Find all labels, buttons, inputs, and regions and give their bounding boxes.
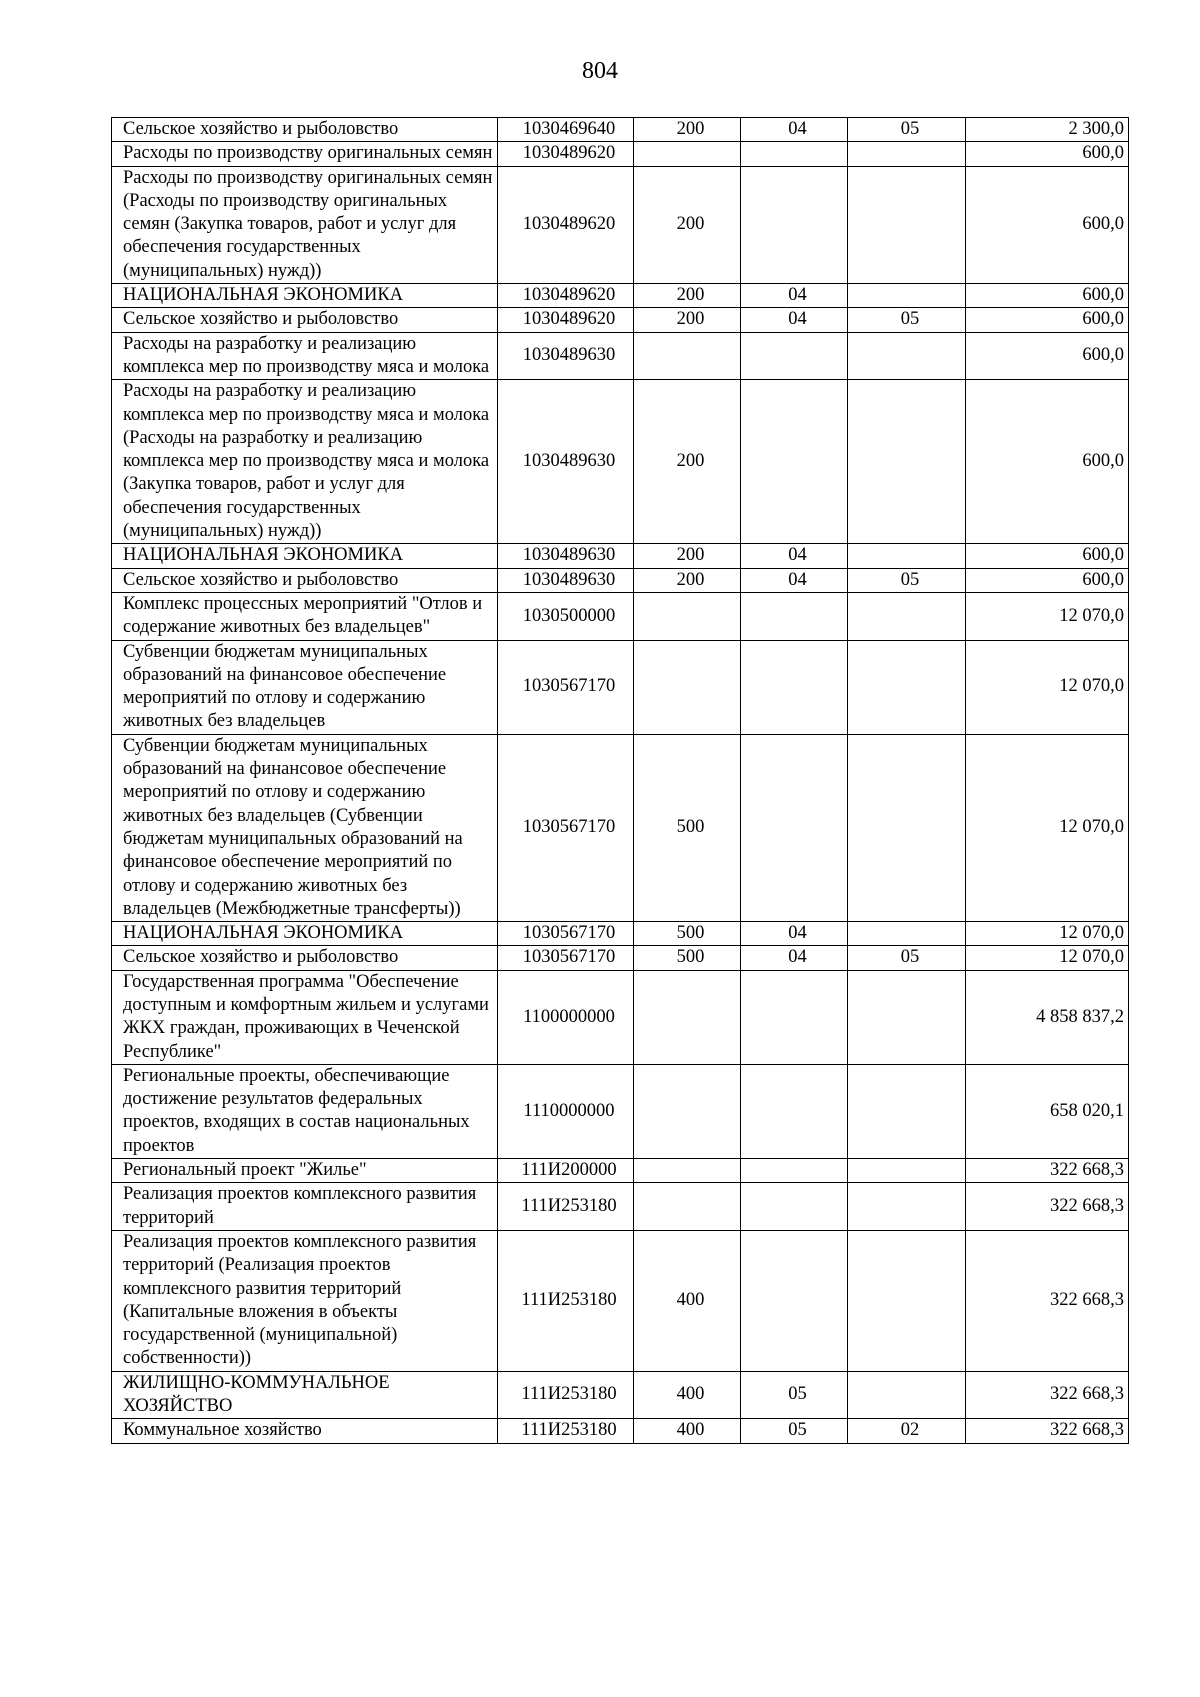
cell-subsection	[848, 380, 966, 544]
cell-section: 04	[741, 922, 848, 946]
cell-subsection	[848, 592, 966, 640]
cell-name: ЖИЛИЩНО-КОММУНАЛЬНОЕ ХОЗЯЙСТВО	[112, 1371, 498, 1419]
cell-amount: 600,0	[966, 544, 1129, 568]
cell-subsection: 05	[848, 946, 966, 970]
cell-expense-type	[634, 332, 741, 380]
cell-name: Субвенции бюджетам муниципальных образований на финансовое обеспечение мероприятий по отлову и содержанию животных без владельцев	[112, 640, 498, 734]
cell-name: НАЦИОНАЛЬНАЯ ЭКОНОМИКА	[112, 544, 498, 568]
table-row	[112, 332, 1129, 380]
cell-amount: 600,0	[966, 332, 1129, 380]
cell-expense-type: 200	[634, 380, 741, 544]
cell-amount: 4 858 837,2	[966, 970, 1129, 1064]
cell-section: 04	[741, 284, 848, 308]
table-row	[112, 1419, 1129, 1443]
cell-target-article: 1030567170	[498, 734, 634, 921]
cell-expense-type: 200	[634, 544, 741, 568]
table-row	[112, 734, 1129, 921]
cell-target-article: 1030489620	[498, 166, 634, 283]
cell-name: Сельское хозяйство и рыболовство	[112, 118, 498, 142]
cell-name: Сельское хозяйство и рыболовство	[112, 568, 498, 592]
cell-target-article: 111И200000	[498, 1159, 634, 1183]
table-row	[112, 1064, 1129, 1158]
cell-subsection	[848, 1159, 966, 1183]
cell-target-article: 1030500000	[498, 592, 634, 640]
cell-section: 04	[741, 544, 848, 568]
cell-amount: 12 070,0	[966, 922, 1129, 946]
cell-section	[741, 142, 848, 166]
cell-expense-type	[634, 970, 741, 1064]
cell-expense-type: 400	[634, 1371, 741, 1419]
cell-amount: 12 070,0	[966, 640, 1129, 734]
cell-amount: 600,0	[966, 142, 1129, 166]
cell-section: 04	[741, 568, 848, 592]
cell-name: Реализация проектов комплексного развития территорий (Реализация проектов комплексного развития территорий (Капитальные вложения в объекты государственной (муниципальной) собственности))	[112, 1230, 498, 1371]
cell-section	[741, 332, 848, 380]
cell-section	[741, 1183, 848, 1231]
cell-expense-type: 500	[634, 734, 741, 921]
budget-table	[111, 117, 1129, 1444]
cell-name: НАЦИОНАЛЬНАЯ ЭКОНОМИКА	[112, 922, 498, 946]
table-row	[112, 1230, 1129, 1371]
cell-expense-type: 200	[634, 568, 741, 592]
cell-amount: 2 300,0	[966, 118, 1129, 142]
cell-subsection	[848, 544, 966, 568]
cell-expense-type: 200	[634, 308, 741, 332]
cell-subsection: 05	[848, 118, 966, 142]
cell-section	[741, 1230, 848, 1371]
cell-name: Комплекс процессных мероприятий "Отлов и содержание животных без владельцев"	[112, 592, 498, 640]
cell-target-article: 1030489630	[498, 568, 634, 592]
cell-subsection	[848, 970, 966, 1064]
cell-subsection	[848, 1371, 966, 1419]
cell-amount: 322 668,3	[966, 1230, 1129, 1371]
cell-section	[741, 380, 848, 544]
cell-name: Региональные проекты, обеспечивающие достижение результатов федеральных проектов, входящих в состав национальных проектов	[112, 1064, 498, 1158]
cell-section: 05	[741, 1371, 848, 1419]
cell-amount: 12 070,0	[966, 734, 1129, 921]
cell-subsection	[848, 332, 966, 380]
cell-amount: 322 668,3	[966, 1419, 1129, 1443]
cell-section: 04	[741, 308, 848, 332]
cell-target-article: 1030489630	[498, 332, 634, 380]
cell-section	[741, 1064, 848, 1158]
table-row	[112, 922, 1129, 946]
cell-amount: 600,0	[966, 166, 1129, 283]
cell-subsection	[848, 142, 966, 166]
cell-expense-type	[634, 592, 741, 640]
table-row	[112, 640, 1129, 734]
table-row	[112, 1183, 1129, 1231]
cell-target-article: 1030489620	[498, 308, 634, 332]
cell-expense-type: 400	[634, 1419, 741, 1443]
cell-expense-type: 200	[634, 284, 741, 308]
table-row	[112, 1159, 1129, 1183]
cell-section	[741, 592, 848, 640]
table-row	[112, 308, 1129, 332]
cell-target-article: 111И253180	[498, 1419, 634, 1443]
cell-name: Сельское хозяйство и рыболовство	[112, 946, 498, 970]
cell-subsection	[848, 734, 966, 921]
cell-section	[741, 166, 848, 283]
cell-target-article: 1030469640	[498, 118, 634, 142]
table-row	[112, 544, 1129, 568]
cell-target-article: 111И253180	[498, 1371, 634, 1419]
cell-amount: 658 020,1	[966, 1064, 1129, 1158]
cell-expense-type	[634, 1064, 741, 1158]
cell-subsection: 02	[848, 1419, 966, 1443]
cell-target-article: 1030567170	[498, 640, 634, 734]
table-row	[112, 284, 1129, 308]
cell-target-article: 1030567170	[498, 922, 634, 946]
cell-name: Региональный проект "Жилье"	[112, 1159, 498, 1183]
cell-amount: 322 668,3	[966, 1183, 1129, 1231]
table-row	[112, 568, 1129, 592]
cell-section	[741, 640, 848, 734]
cell-amount: 12 070,0	[966, 592, 1129, 640]
cell-subsection	[848, 284, 966, 308]
table-row	[112, 380, 1129, 544]
cell-subsection: 05	[848, 568, 966, 592]
cell-name: Коммунальное хозяйство	[112, 1419, 498, 1443]
cell-amount: 322 668,3	[966, 1371, 1129, 1419]
cell-expense-type: 500	[634, 922, 741, 946]
cell-target-article: 1030489620	[498, 284, 634, 308]
budget-table-body	[112, 118, 1129, 1444]
cell-expense-type	[634, 640, 741, 734]
cell-amount: 600,0	[966, 568, 1129, 592]
cell-expense-type	[634, 1183, 741, 1231]
table-row	[112, 970, 1129, 1064]
table-row	[112, 118, 1129, 142]
cell-target-article: 1030567170	[498, 946, 634, 970]
cell-expense-type: 400	[634, 1230, 741, 1371]
cell-subsection	[848, 166, 966, 283]
cell-name: НАЦИОНАЛЬНАЯ ЭКОНОМИКА	[112, 284, 498, 308]
cell-amount: 600,0	[966, 380, 1129, 544]
cell-name: Расходы по производству оригинальных семян (Расходы по производству оригинальных семян (Закупка товаров, работ и услуг для обеспечения государственных (муниципальных) нужд))	[112, 166, 498, 283]
cell-target-article: 1030489630	[498, 544, 634, 568]
cell-target-article: 1030489630	[498, 380, 634, 544]
cell-subsection	[848, 1230, 966, 1371]
cell-expense-type	[634, 142, 741, 166]
page-number: 804	[582, 58, 618, 84]
cell-name: Государственная программа "Обеспечение доступным и комфортным жильем и услугами ЖКХ граждан, проживающих в Чеченской Республике"	[112, 970, 498, 1064]
cell-subsection	[848, 1064, 966, 1158]
cell-target-article: 1100000000	[498, 970, 634, 1064]
table-row	[112, 1371, 1129, 1419]
cell-amount: 600,0	[966, 284, 1129, 308]
table-row	[112, 592, 1129, 640]
cell-section: 04	[741, 946, 848, 970]
table-row	[112, 166, 1129, 283]
cell-target-article: 111И253180	[498, 1183, 634, 1231]
cell-target-article: 111И253180	[498, 1230, 634, 1371]
cell-name: Субвенции бюджетам муниципальных образований на финансовое обеспечение мероприятий по отлову и содержанию животных без владельцев (Субвенции бюджетам муниципальных образований на финансовое обеспечение мероприятий по отлову и содержанию животных без владельцев (Межбюджетные трансферты))	[112, 734, 498, 921]
cell-subsection	[848, 640, 966, 734]
cell-target-article: 1110000000	[498, 1064, 634, 1158]
cell-subsection: 05	[848, 308, 966, 332]
cell-name: Сельское хозяйство и рыболовство	[112, 308, 498, 332]
cell-amount: 12 070,0	[966, 946, 1129, 970]
cell-amount: 322 668,3	[966, 1159, 1129, 1183]
cell-name: Реализация проектов комплексного развития территорий	[112, 1183, 498, 1231]
table-row	[112, 142, 1129, 166]
cell-section	[741, 970, 848, 1064]
cell-subsection	[848, 1183, 966, 1231]
cell-expense-type: 500	[634, 946, 741, 970]
cell-name: Расходы по производству оригинальных семян	[112, 142, 498, 166]
cell-target-article: 1030489620	[498, 142, 634, 166]
cell-section	[741, 734, 848, 921]
cell-expense-type: 200	[634, 166, 741, 283]
cell-expense-type: 200	[634, 118, 741, 142]
cell-amount: 600,0	[966, 308, 1129, 332]
cell-section	[741, 1159, 848, 1183]
cell-expense-type	[634, 1159, 741, 1183]
cell-name: Расходы на разработку и реализацию комплекса мер по производству мяса и молока (Расходы на разработку и реализацию комплекса мер по производству мяса и молока (Закупка товаров, работ и услуг для обеспечения государственных (муниципальных) нужд))	[112, 380, 498, 544]
cell-subsection	[848, 922, 966, 946]
cell-name: Расходы на разработку и реализацию комплекса мер по производству мяса и молока	[112, 332, 498, 380]
table-row	[112, 946, 1129, 970]
cell-section: 05	[741, 1419, 848, 1443]
cell-section: 04	[741, 118, 848, 142]
